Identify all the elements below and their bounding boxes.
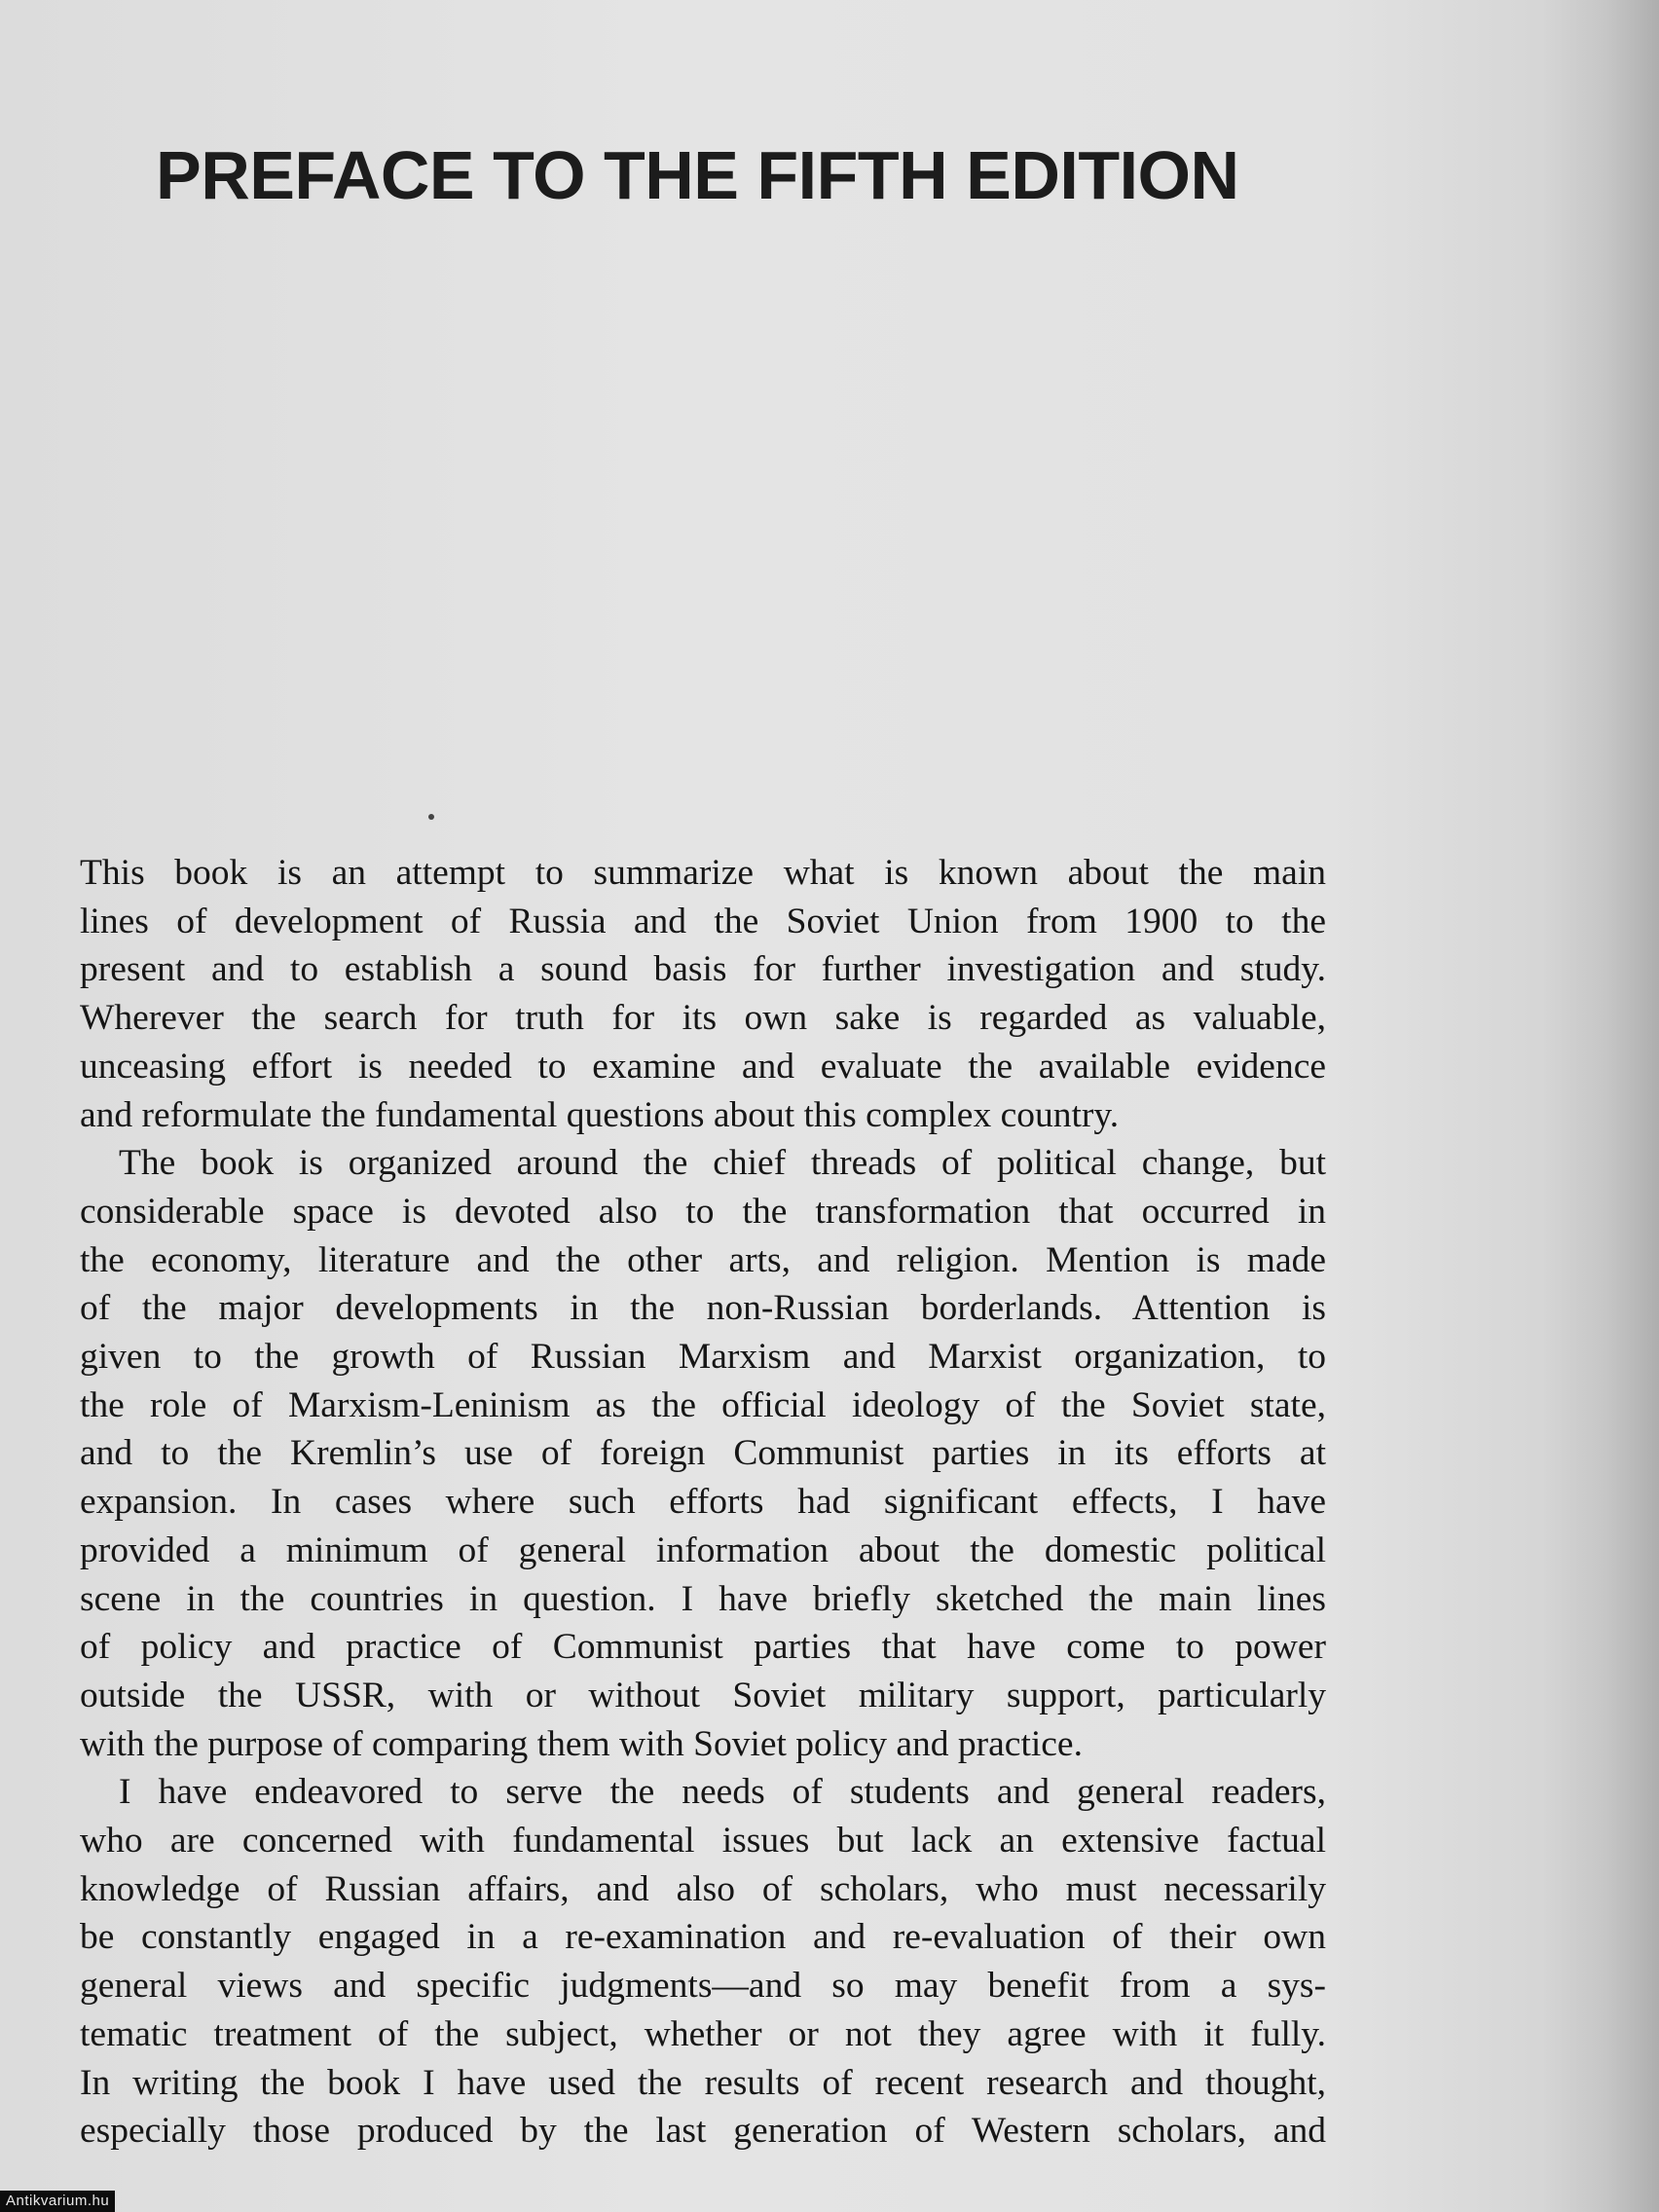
text-line: The book is organized around the chief threads of political change, but [119,1143,1326,1184]
text-line: of the major developments in the non-Russian borderlands. Attention is [80,1288,1326,1329]
page-title: PREFACE TO THE FIFTH EDITION [156,137,1239,213]
text-line: the role of Marxism-Leninism as the official ideology of the Soviet state, [80,1384,1326,1425]
text-line: unceasing effort is needed to examine and evaluate the available evidence [80,1046,1326,1087]
text-line: and reformulate the fundamental questions about this complex country. [80,1094,1120,1135]
text-line: Wherever the search for truth for its own sake is regarded as valuable, [80,998,1326,1039]
text-line: outside the USSR, with or without Soviet military support, particularly [80,1675,1326,1715]
text-line: In writing the book I have used the results of recent research and thought, [80,2062,1326,2103]
text-line: I have endeavored to serve the needs of students and general readers, [119,1772,1326,1813]
text-line: given to the growth of Russian Marxism and Marxist organization, to [80,1337,1326,1378]
text-line: of policy and practice of Communist parties that have come to power [80,1627,1326,1668]
text-line: knowledge of Russian affairs, and also of scholars, who must necessarily [80,1868,1326,1909]
text-line: expansion. In cases where such efforts had significant effects, I have [80,1482,1326,1523]
text-line: and to the Kremlin’s use of foreign Communist parties in its efforts at [80,1433,1326,1474]
text-line: be constantly engaged in a re-examination and re-evaluation of their own [80,1917,1326,1958]
paragraph-1 [80,849,1326,1139]
text-line: with the purpose of comparing them with Soviet policy and practice. [80,1723,1083,1764]
text-line: general views and specific judgments—and so may benefit from a sys- [80,1966,1326,2007]
paragraph-3 [80,1768,1326,2156]
text-line: lines of development of Russia and the Soviet Union from 1900 to the [80,901,1326,941]
text-line: the economy, literature and the other arts, and religion. Mention is made [80,1239,1326,1280]
page-edge-shadow [1542,0,1659,2212]
watermark: Antikvarium.hu [0,2191,115,2212]
text-line: considerable space is devoted also to the transformation that occurred in [80,1191,1326,1232]
text-line: present and to establish a sound basis for further investigation and study. [80,949,1326,990]
paragraph-2 [80,1139,1326,1768]
text-line: who are concerned with fundamental issues but lack an extensive factual [80,1821,1326,1862]
text-line: tematic treatment of the subject, whether or not they agree with it fully. [80,2013,1326,2054]
text-line: especially those produced by the last generation of Western scholars, and [80,2111,1326,2152]
text-line: scene in the countries in question. I have briefly sketched the main lines [80,1578,1326,1619]
ink-speck [428,814,434,820]
text-line: provided a minimum of general information about the domestic political [80,1530,1326,1570]
preface-body [80,849,1326,2156]
text-line: This book is an attempt to summarize what is known about the main [80,853,1326,893]
